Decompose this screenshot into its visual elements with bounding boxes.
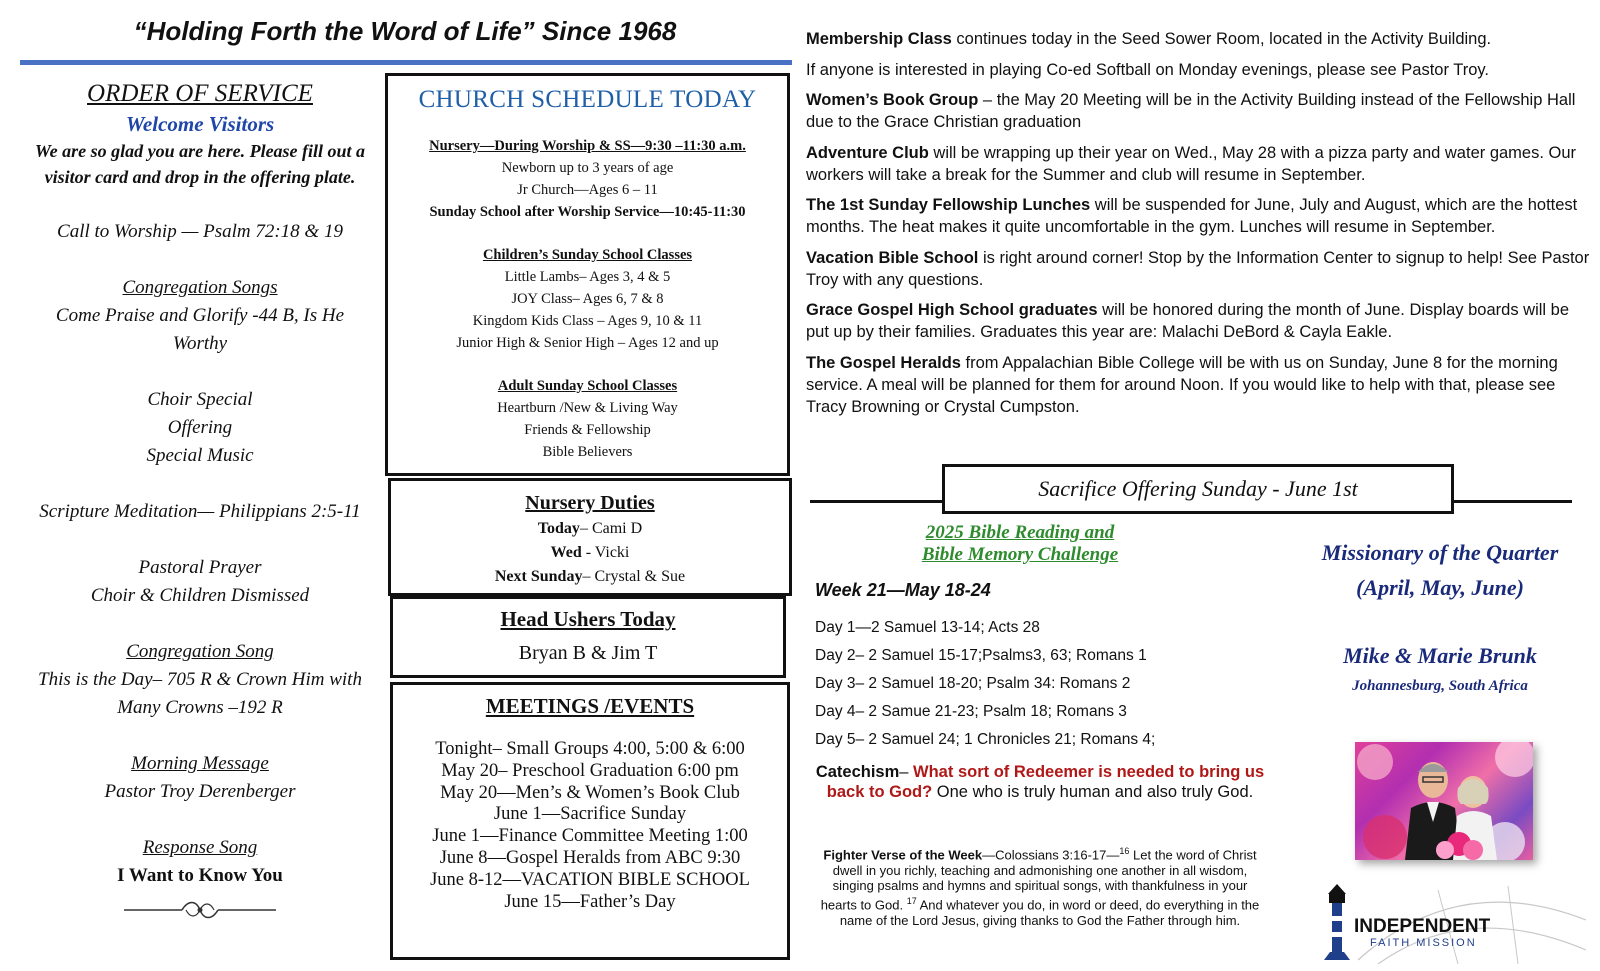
schedule-line: Jr Church—Ages 6 – 11 xyxy=(517,182,658,198)
logo-line1: INDEPENDENT xyxy=(1354,916,1491,937)
reading-day: Day 3– 2 Samuel 18-20; Psalm 34: Romans 2 xyxy=(815,675,1131,692)
class-item: Bible Believers xyxy=(542,444,633,460)
call-to-worship: Call to Worship — Psalm 72:18 & 19 xyxy=(57,221,343,242)
response-song: I Want to Know You xyxy=(117,865,283,886)
catechism-answer: One who is truly human and also truly God. xyxy=(936,783,1254,801)
morning-message-heading: Morning Message xyxy=(131,753,269,774)
event-item: June 15—Father’s Day xyxy=(504,891,676,912)
church-schedule-box xyxy=(385,73,790,476)
reading-week: Week 21—May 18-24 xyxy=(815,580,991,600)
independent-faith-mission-logo xyxy=(1318,880,1590,964)
missionary-couple-image xyxy=(1355,742,1533,860)
class-item: Friends & Fellowship xyxy=(524,422,651,438)
event-item: May 20– Preschool Graduation 6:00 pm xyxy=(441,760,739,781)
children-dismissed: Choir & Children Dismissed xyxy=(90,585,310,606)
class-item: Little Lambs– Ages 3, 4 & 5 xyxy=(504,269,671,285)
announcement: Grace Gospel High School graduates will be honored during the month of June. Display boards will be put up by their families. Graduates this year are: Malachi DeBord & Cayla Eakle. xyxy=(806,301,1570,341)
announcement: Membership Class continues today in the Seed Sower Room, located in the Activity Building. xyxy=(806,30,1492,48)
missionary-photo xyxy=(1355,742,1533,860)
missionary-months: (April, May, June) xyxy=(1356,575,1524,600)
event-item: June 8—Gospel Heralds from ABC 9:30 xyxy=(439,847,741,868)
special-music: Special Music xyxy=(146,445,254,466)
event-item: May 20—Men’s & Women’s Book Club xyxy=(440,782,740,803)
congregation-song: This is the Day– 705 R & Crown Him with Many Crowns –192 R xyxy=(38,669,362,718)
tagline: “Holding Forth the Word of Life” Since 1968 xyxy=(133,16,677,46)
header-divider xyxy=(20,60,792,65)
missionary-of-quarter xyxy=(1300,540,1580,696)
event-item: June 1—Finance Committee Meeting 1:00 xyxy=(432,826,748,847)
announcements xyxy=(806,28,1596,426)
bible-reading-title: 2025 Bible Reading and Bible Memory Challenge xyxy=(921,522,1119,565)
announcement: The 1st Sunday Fellowship Lunches will be suspended for June, July and August, which are the hottest months. The heat makes it quite uncomfortable in the gym. Lunches will resume in September. xyxy=(806,196,1578,236)
class-item: Heartburn /New & Living Way xyxy=(497,400,678,416)
schedule-line: Newborn up to 3 years of age xyxy=(501,160,674,176)
head-ushers-box xyxy=(390,596,786,678)
head-ushers-title: Head Ushers Today xyxy=(500,607,676,631)
class-item: Junior High & Senior High – Ages 12 and up xyxy=(456,335,719,351)
order-of-service-title: ORDER OF SERVICE xyxy=(87,80,313,107)
catechism: Catechism– What sort of Redeemer is needed to bring us back to God? One who is truly human and also truly God. xyxy=(815,763,1265,801)
nursery-heading: Nursery—During Worship & SS—9:30 –11:30 a.m. xyxy=(429,138,746,154)
missionary-title: Missionary of the Quarter xyxy=(1321,540,1559,565)
announcement: Vacation Bible School is right around corner! Stop by the Information Center to signup to help! See Pastor Troy with any questions. xyxy=(806,248,1590,289)
event-item: June 1—Sacrifice Sunday xyxy=(493,804,687,825)
reading-days xyxy=(815,614,1155,754)
reading-day: Day 4– 2 Samue 21-23; Psalm 18; Romans 3 xyxy=(815,703,1127,720)
nursery-wed: Wed - Vicki xyxy=(550,544,630,561)
welcome-text: We are so glad you are here. Please fill out a visitor card and drop in the offering plate. xyxy=(34,141,366,187)
announcement: Adventure Club will be wrapping up their year on Wed., May 28 with a pizza party and water games. Our workers will take a break for the Summer and club will resume in September. xyxy=(806,143,1577,184)
scripture-meditation: Scripture Meditation— Philippians 2:5-11 xyxy=(39,501,361,522)
catechism-question: What sort of Redeemer is needed to bring us back to God? xyxy=(826,763,1265,801)
announcement: If anyone is interested in playing Co-ed Softball on Monday evenings, please see Pastor Troy. xyxy=(806,60,1490,79)
welcome-heading: Welcome Visitors xyxy=(125,112,275,136)
children-classes-heading: Children’s Sunday School Classes xyxy=(482,247,693,263)
class-item: Kingdom Kids Class – Ages 9, 10 & 11 xyxy=(472,313,703,329)
nursery-duties-box xyxy=(388,478,792,596)
event-item: Tonight– Small Groups 4:00, 5:00 & 6:00 xyxy=(435,739,745,759)
announcement: The Gospel Heralds from Appalachian Bible College will be with us on Sunday, June 8 for the morning service. A meal will be planned for them for around Noon. If you would like to help with that, please see Tracy Browning or Crystal Cumpston. xyxy=(806,353,1558,416)
fighter-verse: Fighter Verse of the Week—Colossians 3:16-17—$^{16}$ Let the word of Christ dwell in you richly, teaching and admonishing one another in all wisdom, singing psalms and hymns and spiritual songs, with thankfulness in your hearts to God. $^{17}$ And whatever you do, in word or deed, do everything in the name of the Lord Jesus, giving thanks to God the Father through him. xyxy=(820,846,1260,928)
response-song-heading: Response Song xyxy=(142,837,258,858)
congregation-songs: Come Praise and Glorify -44 B, Is He Worthy xyxy=(55,305,345,354)
offering: Offering xyxy=(167,417,233,438)
meetings-events-box xyxy=(390,682,790,960)
event-item: June 8-12—VACATION BIBLE SCHOOL xyxy=(430,869,750,890)
meetings-events-title: MEETINGS /EVENTS xyxy=(485,694,695,718)
class-item: JOY Class– Ages 6, 7 & 8 xyxy=(511,291,664,307)
logo-line2: FAITH MISSION xyxy=(1370,937,1477,949)
congregation-songs-heading: Congregation Songs xyxy=(122,277,278,298)
morning-message: Pastor Troy Derenberger xyxy=(104,781,296,802)
reading-day: Day 2– 2 Samuel 15-17;Psalms3, 63; Romans 1 xyxy=(815,647,1147,664)
nursery-today: Today– Cami D xyxy=(537,520,643,537)
nursery-next-sunday: Next Sunday– Crystal & Sue xyxy=(494,568,686,585)
church-schedule-title: CHURCH SCHEDULE TODAY xyxy=(418,86,757,113)
announcement: Women’s Book Group – the May 20 Meeting will be in the Activity Building instead of the Fellowship Hall due to the Grace Christian graduation xyxy=(806,91,1576,131)
adult-classes-heading: Adult Sunday School Classes xyxy=(497,378,678,394)
flourish-ornament-icon xyxy=(120,898,280,922)
choir-special: Choir Special xyxy=(147,389,253,410)
order-of-service xyxy=(30,78,370,922)
reading-day: Day 5– 2 Samuel 24; 1 Chronicles 21; Romans 4; xyxy=(815,731,1156,748)
congregation-song-heading: Congregation Song xyxy=(126,641,274,662)
pastoral-prayer: Pastoral Prayer xyxy=(138,557,262,578)
missionary-location: Johannesburg, South Africa xyxy=(1352,678,1528,694)
sacrifice-offering-banner: Sacrifice Offering Sunday - June 1st xyxy=(942,464,1454,514)
nursery-duties-title: Nursery Duties xyxy=(525,492,655,514)
missionary-names: Mike & Marie Brunk xyxy=(1343,643,1537,668)
reading-day: Day 1—2 Samuel 13-14; Acts 28 xyxy=(815,619,1040,636)
head-ushers-names: Bryan B & Jim T xyxy=(518,642,658,664)
sunday-school-time: Sunday School after Worship Service—10:45-11:30 xyxy=(429,204,746,220)
